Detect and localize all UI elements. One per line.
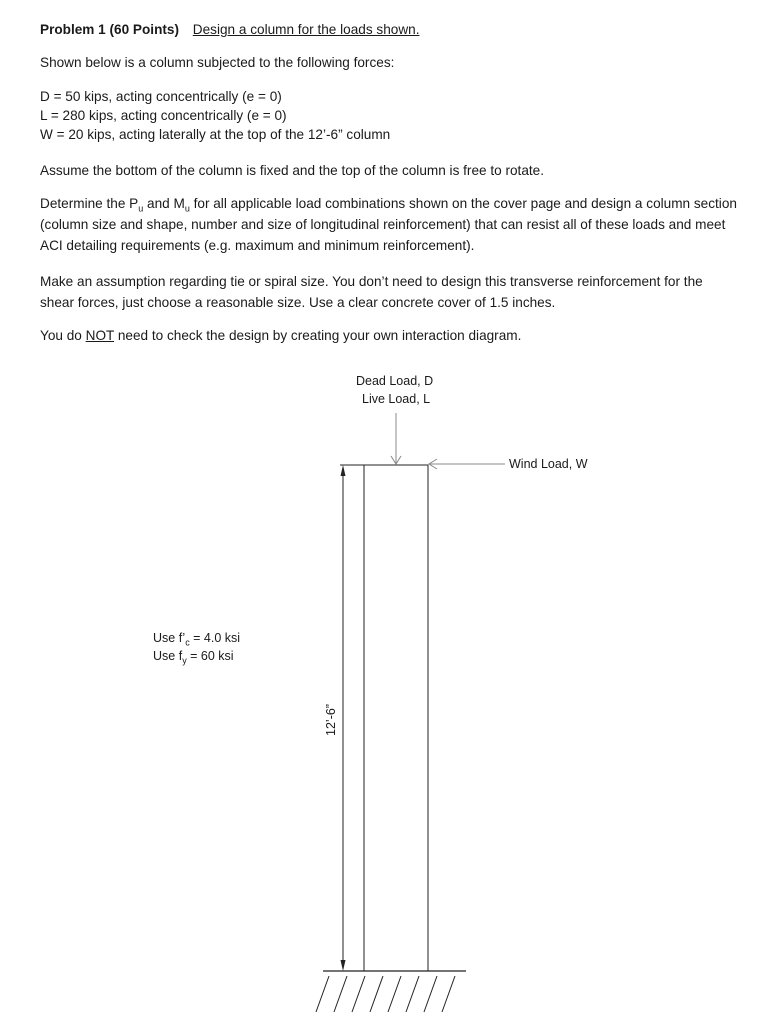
fixed-base-hatching <box>316 976 455 1012</box>
fy-note-pre: Use f <box>153 649 183 663</box>
dimension-arrow-top <box>341 465 346 476</box>
force-wind: W = 20 kips, acting laterally at the top of the 12’-6” column <box>40 127 391 142</box>
force-live: L = 280 kips, acting concentrically (e = 0) <box>40 108 287 123</box>
determine-pre: Determine the P <box>40 196 139 211</box>
fc-note-post: = 4.0 ksi <box>189 631 241 645</box>
live-load-label: Live Load, L <box>362 392 431 406</box>
problem-task: Design a column for the loads shown. <box>192 22 420 37</box>
fy-note <box>153 648 234 665</box>
mu-subscript: u <box>184 203 190 214</box>
check-note-pre: You do <box>40 328 86 343</box>
fc-note <box>153 630 240 647</box>
column-height-dimension: 12’-6” <box>324 704 338 736</box>
wind-load-label: Wind Load, W <box>509 457 588 471</box>
fy-note-post: = 60 ksi <box>186 649 234 663</box>
column-outline <box>364 465 428 971</box>
check-note-emphasis: NOT <box>85 328 115 343</box>
fy-subscript: y <box>182 655 187 666</box>
assumption-text: Assume the bottom of the column is fixed and the top of the column is free to rotate. <box>40 163 544 178</box>
check-note-post: need to check the design by creating your own interaction diagram. <box>114 328 522 343</box>
problem-number: Problem 1 (60 Points) <box>40 22 179 37</box>
dimension-arrow-bottom <box>341 960 346 971</box>
determine-mid: and M <box>143 196 185 211</box>
determine-post: for all applicable load combinations shown on the cover page and design a column section (column size and shape, number and size of longitudinal reinforcement) that can resist all of these loads and meet ACI detailing requirements (e.g. maximum and minimum reinforcement). <box>40 196 737 253</box>
intro-text: Shown below is a column subjected to the following forces: <box>40 55 395 70</box>
force-dead: D = 50 kips, acting concentrically (e = 0) <box>40 89 282 104</box>
dead-load-label: Dead Load, D <box>356 374 434 388</box>
tie-note: Make an assumption regarding tie or spiral size. You don’t need to design this transverse reinforcement for the shear forces, just choose a reasonable size. Use a clear concrete cover of 1.5 inches. <box>40 274 703 310</box>
pu-subscript: u <box>138 203 144 214</box>
fc-note-pre: Use f’ <box>153 631 186 645</box>
fc-subscript: c <box>185 637 190 648</box>
